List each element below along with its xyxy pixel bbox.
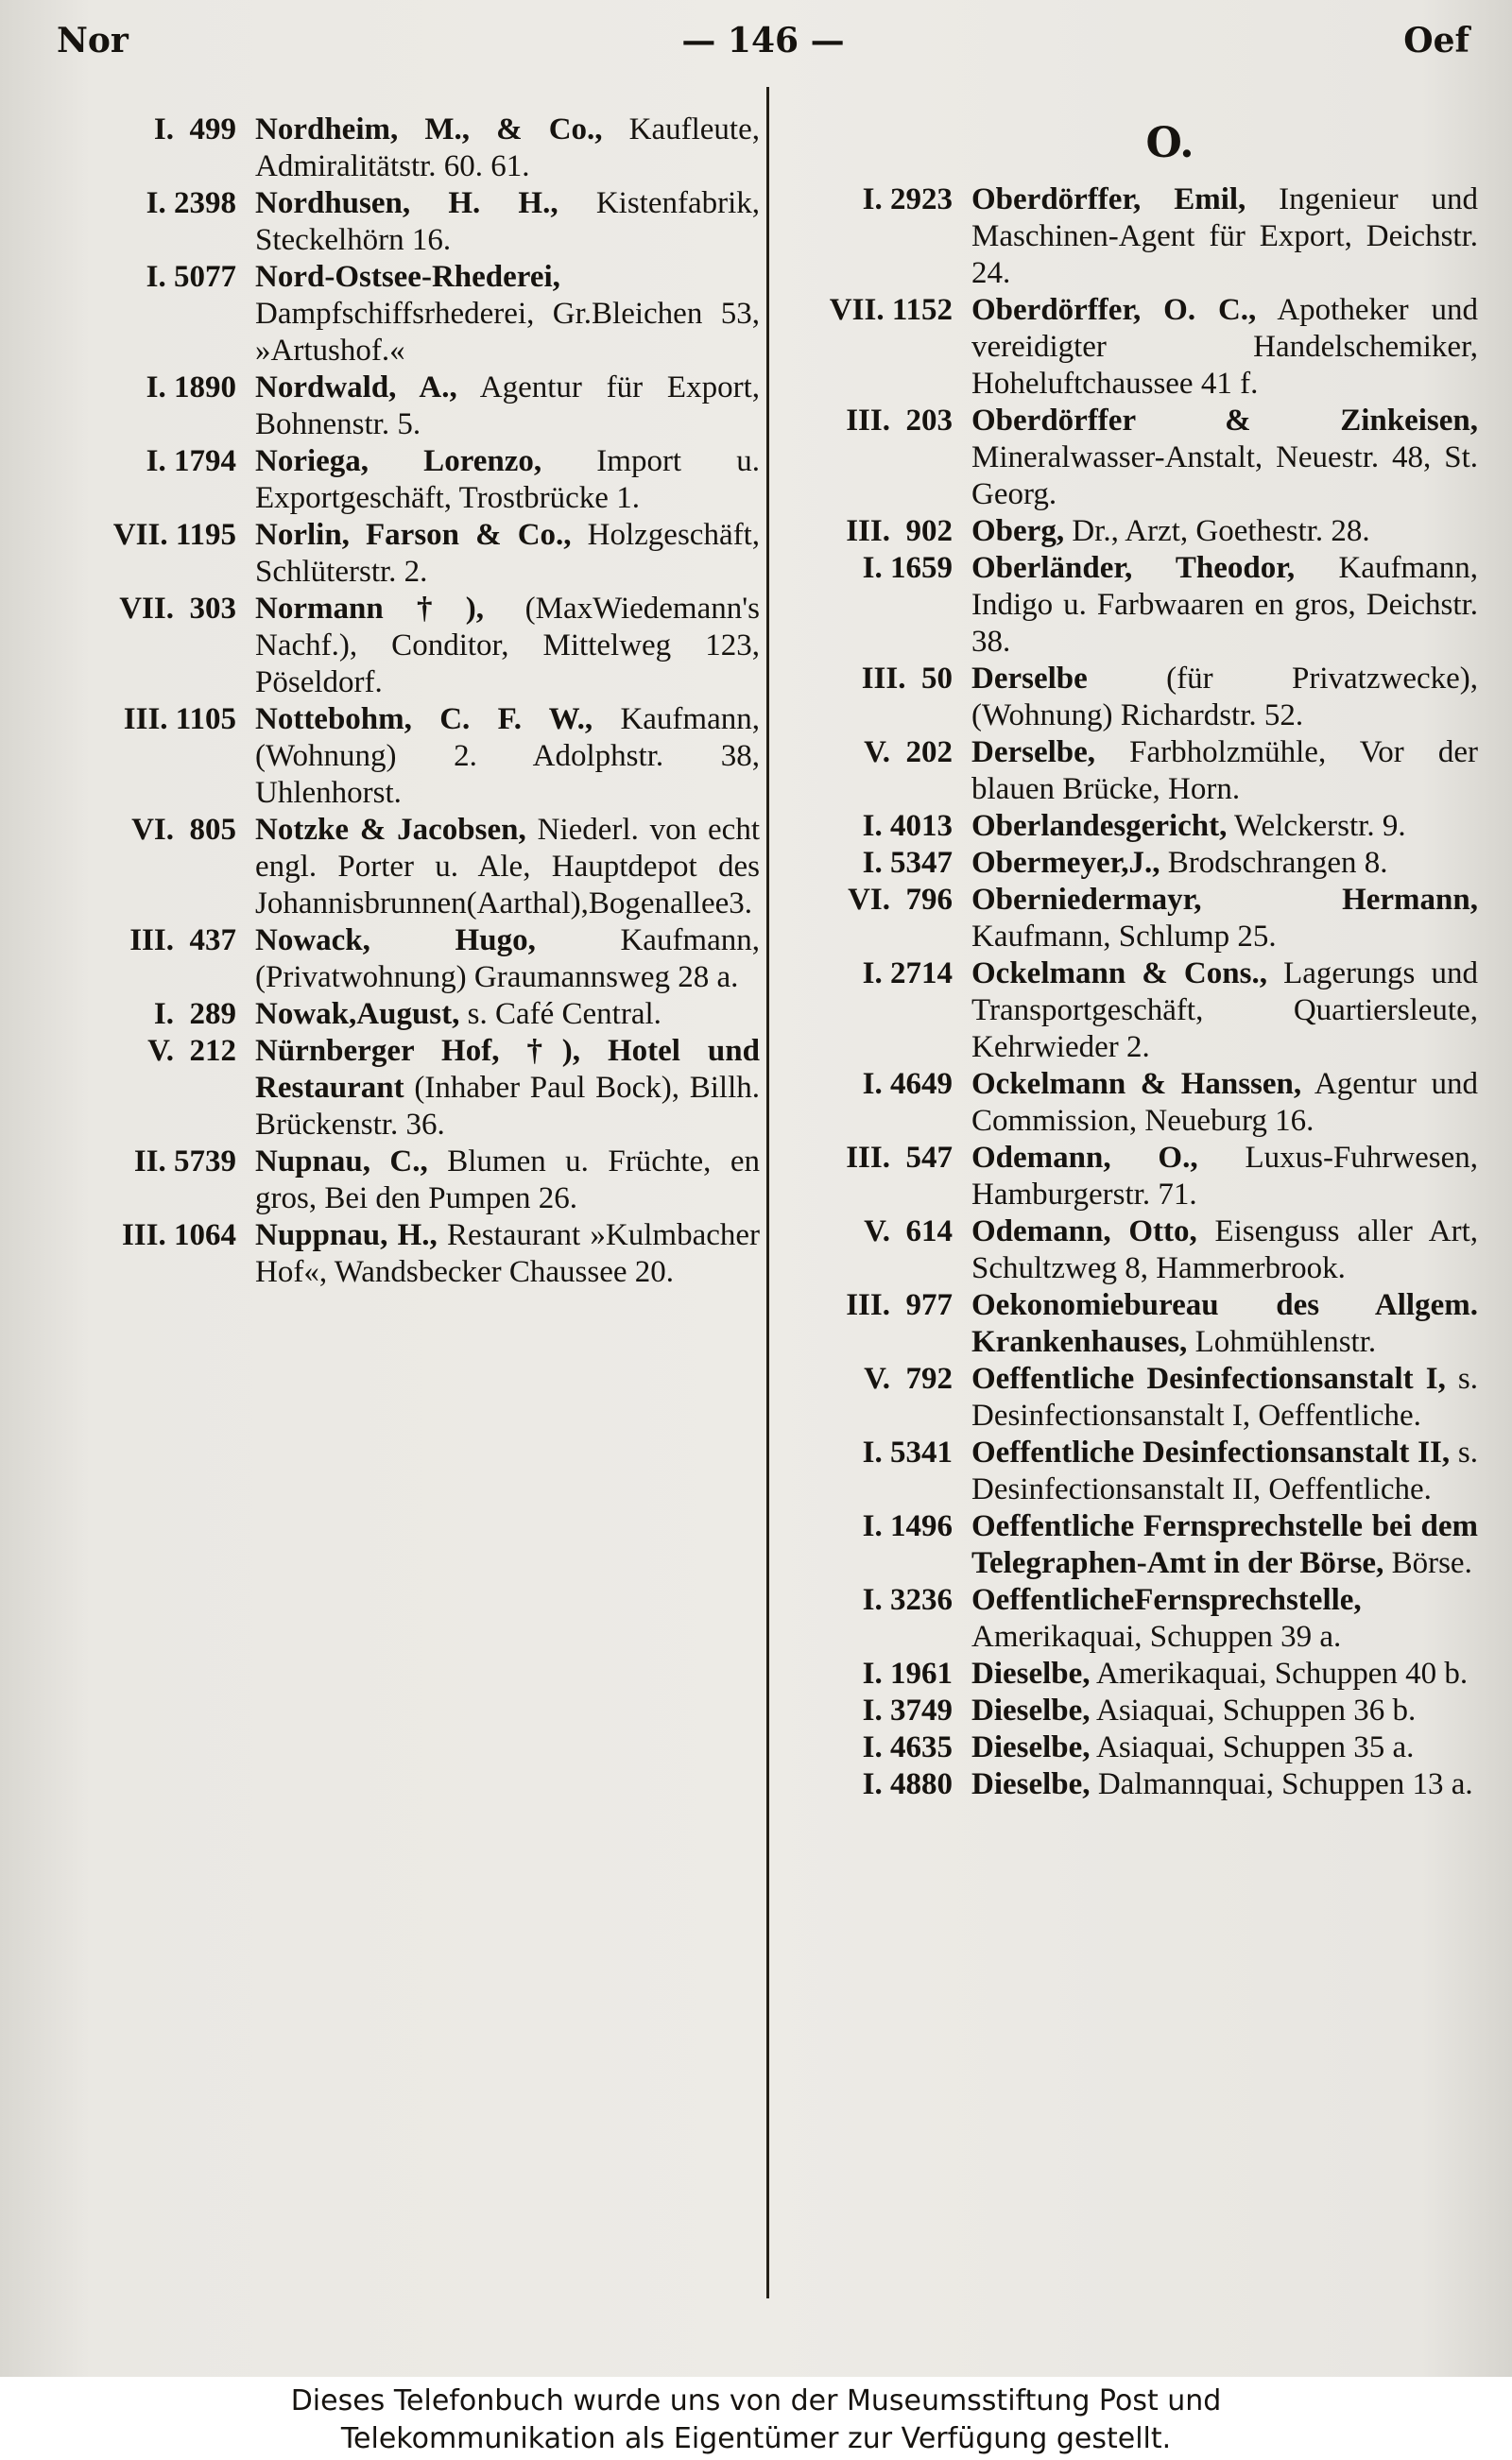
phone-number: III. 437: [129, 923, 236, 957]
entry-details: Asiaquai, Schuppen 35 a.: [1096, 1730, 1415, 1764]
section-letter: O.: [1145, 119, 1194, 167]
phone-number: I. 289: [153, 997, 236, 1031]
entry-details: Dampfschiffsrhederei, Gr.Bleichen 53, »Artushof.«: [255, 297, 760, 368]
column-divider: [766, 87, 769, 2298]
entry-name: Nordheim, M., & Co.,: [255, 112, 603, 146]
phone-number: I. 1496: [862, 1509, 953, 1543]
entry-text: [971, 1729, 1478, 1766]
phone-number: III. 50: [861, 662, 953, 696]
entry-text: [255, 185, 760, 259]
entry-text: [255, 1217, 760, 1291]
entry-name: Oeffentliche Desinfectionsanstalt II,: [971, 1436, 1451, 1470]
directory-entry: [777, 845, 1478, 882]
entry-text: [255, 370, 760, 443]
entry-details: Asiaquai, Schuppen 36 b.: [1096, 1694, 1417, 1728]
entry-text: [971, 1766, 1478, 1803]
entry-details: Holzgeschäft, Schlüterstr. 2.: [255, 518, 760, 589]
entry-text: [971, 1287, 1478, 1361]
directory-entry: [777, 1508, 1478, 1582]
directory-entry: [60, 1217, 760, 1291]
entry-text: [971, 1656, 1478, 1693]
directory-entry: [777, 734, 1478, 808]
phone-number: V. 792: [864, 1362, 953, 1396]
entry-details: (für Privatzwecke), (Wohnung) Richardstr. 52.: [971, 662, 1478, 732]
phone-number: II. 5739: [133, 1144, 236, 1178]
phone-number: V. 212: [147, 1034, 236, 1068]
directory-entry: [777, 1066, 1478, 1140]
entry-text: [255, 1033, 760, 1144]
phone-number: I. 2714: [862, 956, 953, 990]
entry-details: Eisenguss aller Art, Schultzweg 8, Hammerbrook.: [971, 1214, 1478, 1285]
entry-name: Oberniedermayr, Hermann,: [971, 883, 1478, 917]
entry-details: Amerikaquai, Schuppen 39 a.: [971, 1620, 1342, 1654]
entry-name: Oberdörffer & Zinkeisen,: [971, 404, 1478, 438]
entry-name: Derselbe: [971, 662, 1088, 696]
phone-number: I. 499: [153, 112, 236, 146]
entry-text: [971, 1435, 1478, 1508]
entry-details: Lagerungs und Transportgeschäft, Quartiersleute, Kehrwieder 2.: [971, 956, 1478, 1064]
entry-text: [255, 1144, 760, 1217]
entry-details: Brodschrangen 8.: [1167, 846, 1388, 880]
entry-text: [971, 882, 1478, 955]
entry-details: Kaufmann, Schlump 25.: [971, 920, 1277, 954]
entry-name: Oekonomiebureau des Allgem. Krankenhauses,: [971, 1288, 1478, 1359]
directory-entry: [777, 1766, 1478, 1803]
entry-text: [971, 1582, 1478, 1656]
left-column: [60, 112, 760, 1291]
entry-name: Oberg,: [971, 514, 1065, 548]
entry-details: Dr., Arzt, Goethestr. 28.: [1072, 514, 1370, 548]
directory-entry: [777, 1140, 1478, 1213]
phone-number: I. 1794: [146, 444, 236, 478]
phone-number: I. 2923: [862, 182, 953, 216]
directory-entry: [60, 591, 760, 701]
directory-entry: [777, 1435, 1478, 1508]
entry-name: Oberdörffer, Emil,: [971, 182, 1246, 216]
directory-entry: [60, 259, 760, 370]
entry-text: [971, 181, 1478, 292]
entry-details: Mineralwasser-Anstalt, Neuestr. 48, St. Georg.: [971, 440, 1478, 511]
entry-details: Agentur und Commission, Neueburg 16.: [971, 1067, 1479, 1138]
directory-entry: [777, 1693, 1478, 1729]
entry-name: Normann†),: [255, 592, 485, 626]
entry-details: Börse.: [1391, 1546, 1472, 1580]
directory-entry: [60, 1033, 760, 1144]
entry-details: Welckerstr. 9.: [1234, 809, 1406, 843]
directory-entry: [777, 550, 1478, 661]
entry-name: Dieselbe,: [971, 1694, 1091, 1728]
entry-details: Kaufmann, (Privatwohnung) Graumannsweg 28 a.: [255, 923, 761, 994]
directory-entry: [60, 517, 760, 591]
directory-entry: [777, 1213, 1478, 1287]
entry-details: s. Desinfectionsanstalt I, Oeffentliche.: [971, 1362, 1478, 1433]
entry-name: Nowack, Hugo,: [255, 923, 536, 957]
entry-name: Norlin, Farson & Co.,: [255, 518, 572, 552]
entry-name: Nord-Ostsee-Rhederei,: [255, 260, 560, 294]
entry-name: Nordhusen, H. H.,: [255, 186, 558, 220]
phone-number: VII. 1195: [112, 518, 236, 552]
page-number: — 146 —: [681, 21, 845, 60]
entry-text: [255, 112, 760, 185]
entry-text: [971, 808, 1478, 845]
directory-entry: [60, 185, 760, 259]
entry-details: Ingenieur und Maschinen-Agent für Export, Deichstr. 24.: [971, 182, 1478, 290]
entry-name: Dieselbe,: [971, 1657, 1091, 1691]
entry-text: [971, 550, 1478, 661]
entry-details: Blumen u. Früchte, en gros, Bei den Pumpen 26.: [255, 1144, 761, 1215]
entry-name: OeffentlicheFernsprechstelle,: [971, 1583, 1362, 1617]
directory-entry: [777, 808, 1478, 845]
footer-notice: [0, 2377, 1512, 2460]
directory-entry: [777, 955, 1478, 1066]
right-column: [777, 106, 1478, 1803]
phone-number: I. 5341: [862, 1436, 953, 1470]
phone-number: V. 614: [864, 1214, 953, 1248]
entry-text: [255, 922, 760, 996]
entry-text: [255, 517, 760, 591]
phone-number: VI. 796: [848, 883, 953, 917]
entry-text: [255, 259, 760, 370]
entry-text: [255, 701, 760, 812]
directory-entry: [777, 403, 1478, 513]
entry-name: Derselbe,: [971, 735, 1096, 769]
entry-details: Apotheker und vereidigter Handelschemiker, Hoheluftchaussee 41 f.: [971, 293, 1478, 401]
directory-entry: [777, 1287, 1478, 1361]
entry-details: Import u. Exportgeschäft, Trostbrücke 1.: [255, 444, 760, 515]
entry-details: (MaxWiedemann's Nachf.), Conditor, Mittelweg 123, Pöseldorf.: [255, 592, 761, 699]
header-right-keyword: Oef: [1403, 21, 1469, 60]
entry-name: Oberdörffer, O. C.,: [971, 293, 1257, 327]
entry-name: Obermeyer,J.,: [971, 846, 1160, 880]
entry-details: Agentur für Export, Bohnenstr. 5.: [255, 370, 761, 441]
entry-text: [971, 1066, 1478, 1140]
phone-number: I. 5347: [862, 846, 953, 880]
phone-number: I. 1890: [146, 370, 236, 404]
entry-details: s. Café Central.: [467, 997, 662, 1031]
entry-details: (Inhaber Paul Bock), Billh. Brückenstr. 36.: [255, 1071, 760, 1142]
entry-text: [971, 1140, 1478, 1213]
phone-number: VII. 303: [119, 592, 236, 626]
entry-text: [255, 443, 760, 517]
directory-entry: [60, 443, 760, 517]
entry-text: [255, 591, 760, 701]
entry-details: Luxus-Fuhrwesen, Hamburgerstr. 71.: [971, 1141, 1478, 1212]
directory-entry: [777, 1656, 1478, 1693]
entry-details: Amerikaquai, Schuppen 40 b.: [1096, 1657, 1469, 1691]
directory-entry: [60, 112, 760, 185]
phone-number: I. 4649: [862, 1067, 953, 1101]
directory-entry: [60, 1144, 760, 1217]
entry-text: [971, 1693, 1478, 1729]
entry-name: Oeffentliche Fernsprechstelle bei dem Telegraphen-Amt in der Börse,: [971, 1509, 1478, 1580]
directory-entry: [777, 882, 1478, 955]
entry-name: Dieselbe,: [971, 1767, 1091, 1801]
entry-details: Lohmühlenstr.: [1194, 1325, 1377, 1359]
entry-name: Nuppnau, H.,: [255, 1218, 438, 1252]
entry-text: [971, 1361, 1478, 1435]
directory-entry: [777, 292, 1478, 403]
entry-name: Noriega, Lorenzo,: [255, 444, 542, 478]
entry-name: Ockelmann & Hanssen,: [971, 1067, 1302, 1101]
entry-details: Dalmannquai, Schuppen 13 a.: [1097, 1767, 1473, 1801]
entry-text: [971, 955, 1478, 1066]
phone-number: I. 5077: [146, 260, 236, 294]
footer-line-1: Dieses Telefonbuch wurde uns von der Museumsstiftung Post und: [290, 2384, 1222, 2417]
phone-number: III. 547: [846, 1141, 953, 1175]
directory-entry: [777, 513, 1478, 550]
directory-entry: [777, 1361, 1478, 1435]
entry-name: Odemann, O.,: [971, 1141, 1198, 1175]
phone-number: I. 4635: [862, 1730, 953, 1764]
phone-number: I. 1659: [862, 551, 953, 585]
entry-text: [971, 292, 1478, 403]
entry-name: Oberlandesgericht,: [971, 809, 1228, 843]
entry-name: Notzke & Jacobsen,: [255, 813, 526, 847]
entry-name: Dieselbe,: [971, 1730, 1091, 1764]
entry-text: [971, 513, 1478, 550]
phone-number: V. 202: [864, 735, 953, 769]
entry-details: Kaufmann, (Wohnung) 2. Adolphstr. 38, Uhlenhorst.: [255, 702, 760, 810]
page-header: [57, 21, 1469, 72]
directory-entry: [777, 1729, 1478, 1766]
directory-entry: [60, 701, 760, 812]
phone-number: VI. 805: [131, 813, 236, 847]
phone-number: I. 3236: [862, 1583, 953, 1617]
directory-entry: [60, 370, 760, 443]
directory-entry: [60, 922, 760, 996]
entry-name: Oeffentliche Desinfectionsanstalt I,: [971, 1362, 1446, 1396]
phone-number: I. 4013: [862, 809, 953, 843]
directory-entry: [777, 1582, 1478, 1656]
footer-line-2: Telekommunikation als Eigentümer zur Verfügung gestellt.: [340, 2422, 1172, 2455]
entry-details: s. Desinfectionsanstalt II, Oeffentliche.: [971, 1436, 1478, 1506]
entry-name: Nordwald, A.,: [255, 370, 457, 404]
phone-number: I. 4880: [862, 1767, 953, 1801]
entry-details: Farbholzmühle, Vor der blauen Brücke, Horn.: [971, 735, 1478, 806]
entry-name: Nowak,August,: [255, 997, 460, 1031]
directory-entry: [777, 181, 1478, 292]
phone-number: I. 2398: [146, 186, 236, 220]
entry-text: [971, 845, 1478, 882]
entry-name: Nottebohm, C. F. W.,: [255, 702, 593, 736]
entry-text: [971, 1213, 1478, 1287]
entry-name: Nupnau, C.,: [255, 1144, 428, 1178]
entry-details: Kaufleute, Admiralitätstr. 60. 61.: [255, 112, 760, 183]
entry-name: Ockelmann & Cons.,: [971, 956, 1267, 990]
phone-number: I. 3749: [862, 1694, 953, 1728]
entry-text: [971, 661, 1478, 734]
entry-text: [971, 1508, 1478, 1582]
phone-number: VII. 1152: [829, 293, 953, 327]
entry-details: Kistenfabrik, Steckelhörn 16.: [255, 186, 761, 257]
phone-number: III. 902: [846, 514, 953, 548]
entry-text: [255, 812, 760, 922]
entry-details: Kaufmann, Indigo u. Farbwaaren en gros, Deichstr. 38.: [971, 551, 1479, 659]
phone-number: III. 977: [846, 1288, 953, 1322]
entry-details: Restaurant »Kulmbacher Hof«, Wandsbecker Chaussee 20.: [255, 1218, 761, 1289]
entry-text: [255, 996, 760, 1033]
entry-name: Nürnberger Hof, †), Hotel und Restaurant: [255, 1034, 760, 1105]
phone-number: I. 1961: [862, 1657, 953, 1691]
phone-number: III. 1064: [121, 1218, 236, 1252]
phone-number: III. 1105: [123, 702, 236, 736]
entry-text: [971, 403, 1478, 513]
directory-entry: [777, 661, 1478, 734]
directory-entry: [60, 812, 760, 922]
phone-number: III. 203: [846, 404, 953, 438]
entry-text: [971, 734, 1478, 808]
entry-name: Odemann, Otto,: [971, 1214, 1197, 1248]
header-left-keyword: Nor: [57, 21, 129, 60]
entry-details: Niederl. von echt engl. Porter u. Ale, Hauptdepot des Johannisbrunnen(Aarthal),Bogenallee3.: [255, 813, 760, 920]
directory-entry: [60, 996, 760, 1033]
entry-name: Oberländer, Theodor,: [971, 551, 1296, 585]
